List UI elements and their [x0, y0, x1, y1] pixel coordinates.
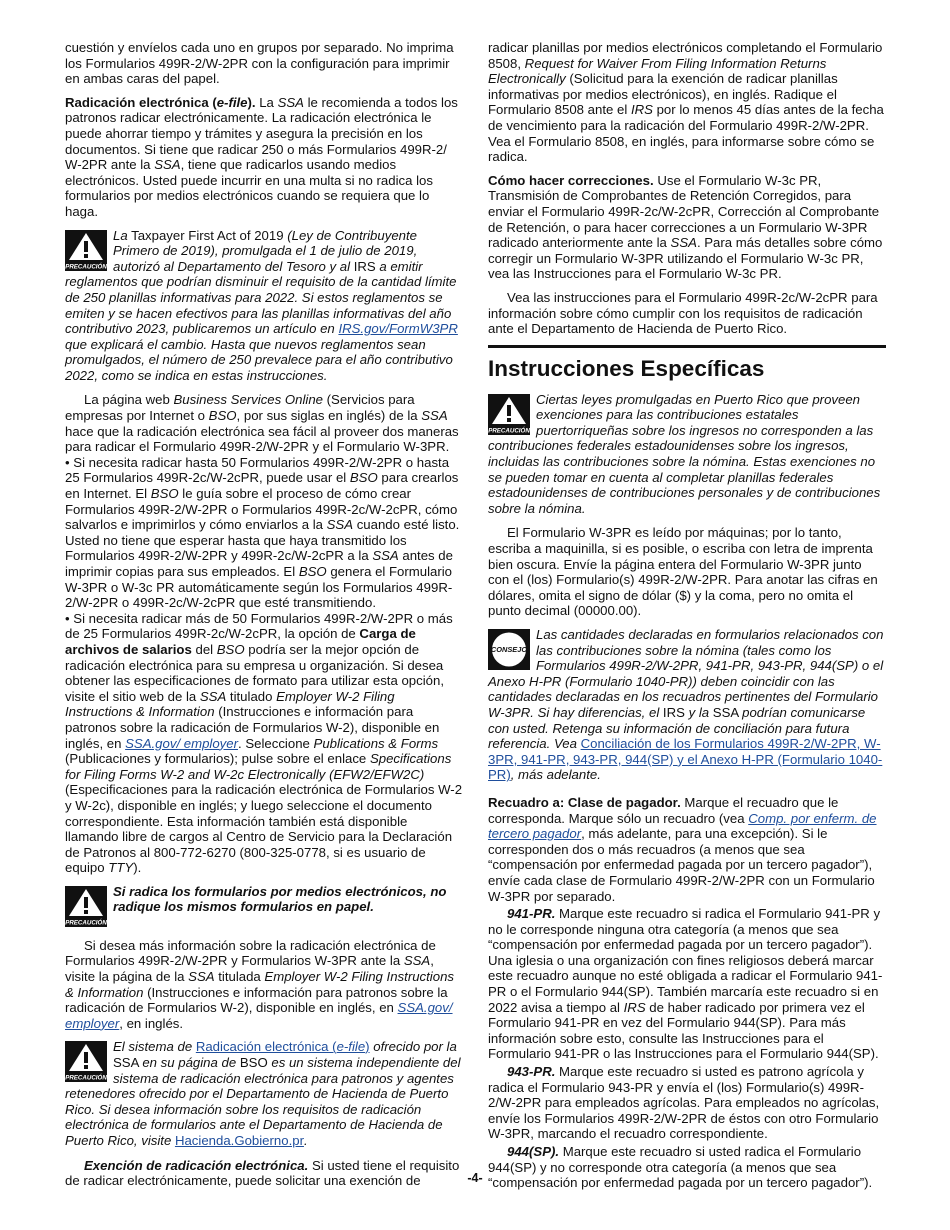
caution-icon — [65, 1041, 107, 1082]
paragraph-corrections: Cómo hacer correcciones. Use el Formulario W-3c PR, Transmisión de Comprobantes de Retención Corregidos, para enviar el Formulario 499R-2c/W-2cPR, Corrección al Comprobante de Retención, o para hacer correcciones a un Formulario W-3PR radicado anteriormente ante la SSA. Para más detalles sobre cómo corregir un Formulario W-3PR utilizando el Formulario W-3c PR, vea las Instrucciones para el Formulario W-3c PR. — [488, 172, 883, 282]
third-party-sick-pay-link[interactable]: Comp. por enferm. de tercero pagador — [488, 810, 877, 842]
left-column — [65, 40, 463, 1197]
efile-link[interactable]: Radicación electrónica (e-file) — [195, 1039, 370, 1055]
paragraph-intro: cuestión y envíelos cada uno en grupos por separado. No imprima los Formularios 499R-2/W-2PR con la configuración para imprimir en ambas caras del papel. — [65, 40, 454, 87]
hacienda-link[interactable]: Hacienda.Gobierno.pr — [174, 1133, 304, 1148]
bullet-more-than-50: • Si necesita radicar más de 50 Formularios 499R-2/W-2PR o más de 25 Formularios 499R-2c/W-2cPR, la opción de Carga de archivos de salarios del BSO podría ser la mejor opción de radicación electrónica para su empresa u organización. Si desea obtener las especificaciones de formato para utilizar esta opción, visite el sitio web de la SSA titulado Employer W-2 Filing Instructions & Information (Instrucciones e información para patronos sobre la radicación de Formularios W-2), disponible en inglés, en SSA.gov/ employer. Seleccione Publications & Forms (Publicaciones y formularios); pulse sobre el enlace Specifications for Filing Forms W-2 and W-2c Electronically (EFW2/EFW2C) (Especificaciones para la radicación electrónica de Formularios W-2 y W-2c), disponible en inglés; y luego seleccione el documento correspondiente. Esta información también está disponible llamando libre de cargos al Centro de Servicio para la Declaración de Patronos al 800-772-6270 (800-325-0778, si es usuario de equipo TTY). — [65, 610, 463, 876]
caution-icon — [65, 886, 107, 927]
paragraph-exemption: Exención de radicación electrónica. Si usted tiene el requisito de radicar electrónicamente, puede solicitar una exención de — [65, 1157, 460, 1189]
paragraph-efile: Radicación electrónica (e-file). La SSA le recomienda a todos los patronos radicar electrónicamente. La radicación electrónica le puede ahorrar tiempo y trámites y asegura la precisión en los documentos. Si tiene que radicar 250 o más Formularios 499R-2/ W-2PR ante la SSA, tiene que radicarlos usando medios electrónicos. Usted puede incurrir en una multa si no radica los formularios por medios electrónicos cuando se requiera que lo haga. — [65, 94, 458, 219]
caution-note-hacienda: PRECAUCIÓN El sistema de Radicación electrónica (e-file) ofrecido por la SSA en su página de BSO es un sistema independiente del sistema de radicación electrónica para patronos y agentes retenedores ofrecido por el Departamento de Hacienda de Puerto Rico. Si desea información sobre los requisitos de radicación electrónica de formularios ante el Departamento de Hacienda de Puerto Rico, visite Hacienda.Gobierno.pr. — [65, 1039, 461, 1148]
tip-icon — [488, 629, 530, 670]
ssa-employer-link-2[interactable]: SSA.gov/ employer — [65, 1000, 453, 1031]
section-title: Instrucciones Específicas — [488, 345, 886, 382]
paragraph-form-8508: radicar planillas por medios electrónicos completando el Formulario 8508, Request for Waiver From Filing Information Returns Electronically (Solicitud para la exención de radicar planillas informativas por medios electrónicos), en inglés. Radique el Formulario 8508 ante el IRS por lo menos 45 días antes de la fecha de vencimiento para la radicación del Formulario 499R-2/W-2PR. Vea el Formulario 8508, en inglés, para informarse sobre cómo se radica. — [488, 40, 884, 165]
paragraph-more-info: Si desea más información sobre la radicación electrónica de Formularios 499R-2/W-2PR y Formularios W-3PR ante la SSA, visite la página de la SSA titulada Employer W-2 Filing Instructions & Information (Instrucciones e información para patronos sobre la radicación de Formularios W-2), disponible en inglés, en SSA.gov/ employer, en inglés. — [65, 937, 454, 1031]
svg-text:PRECAUCIÓN: PRECAUCIÓN — [65, 263, 107, 271]
page-number: -4- — [467, 1171, 483, 1185]
paragraph-943pr: 943-PR. Marque este recuadro si usted es patrono agrícola y radica el Formulario 943-PR y envía el (los) Formulario(s) 499R-2/W-2PR para empleados agrícolas. Para empleados no agrícolas, envíe los Formularios 499R-2/W-2PR de éstos con otro Formulario W-3PR, marcando el recuadro correspondiente. — [488, 1064, 880, 1142]
paragraph-941pr: 941-PR. Marque este recuadro si radica el Formulario 941-PR y no le corresponde ninguna otra categoría (a menos que sea “compensación por enfermedad pagada por un tercero pagador”). Una iglesia o una organización con fines religiosos deberá marcar este recuadro aunque no esté obligada a radicar el Formulario 941-PR o el Formulario 944(SP). También marcaría este recuadro si en 2022 avisa a tiempo al IRS de haber radicado por primera vez el Formulario 941-PR en vez del Formulario 944(SP). Para más información sobre esto, consulte las Instrucciones para el Formulario 941-PR o las Instrucciones para el Formulario 944(SP). — [488, 906, 883, 1062]
reconciliation-link[interactable]: Conciliación de los Formularios 499R-2/W-2PR, W-3PR, 941-PR, 943-PR, 944(SP) y el Anexo H-PR (Formulario 1040-PR) — [488, 736, 883, 783]
caution-note-no-paper: PRECAUCIÓN Si radica los formularios por medios electrónicos, no radique los mismos formularios en papel. — [65, 883, 447, 927]
paragraph-bso: La página web Business Services Online (Servicios para empresas por Internet o BSO, por sus siglas en inglés) de la SSA hace que la radicación electrónica sea fácil al proveer dos maneras para radicar el Formulario 499R-2/W-2PR y el Formulario W-3PR. — [65, 392, 459, 455]
paragraph-machine-read: El Formulario W-3PR es leído por máquinas; por lo tanto, escriba a maquinilla, si es posible, o escriba con letra de imprenta bien oscura. Envíe la página entera del Formulario W-3PR junto con el (los) Formulario(s) 499R-2/W-2PR. Para anotar las cifras en dólares, omita el signo de dólar ($) y la coma, pero no omita el punto decimal (00000.00). — [488, 525, 878, 619]
paragraph-box-a: Recuadro a: Clase de pagador. Marque el recuadro que le corresponda. Marque sólo un recuadro (vea Comp. por enferm. de tercero pagador, más adelante, para una excepción). Si le corresponden dos o más recuadros (a menos que sea “compensación por enfermedad pagada por un tercero pagador”), envíe cada clase de Formulario 499R-2/W-2PR con un Formulario W-3PR por separado. — [488, 794, 877, 904]
caution-icon — [488, 394, 530, 435]
ssa-employer-link[interactable]: SSA.gov/ employer — [125, 735, 239, 751]
efile-heading: Radicación electrónica (e-file). — [65, 94, 256, 110]
paragraph-instructions-499r2c: Vea las instrucciones para el Formulario 499R-2c/W-2cPR para información sobre cómo cumplir con los requisitos de radicación ante el Departamento de Hacienda de Puerto Rico. — [488, 289, 878, 337]
svg-text:PRECAUCIÓN: PRECAUCIÓN — [488, 427, 530, 435]
tip-note-reconciliation: CONSEJO Las cantidades declaradas en formularios relacionados con las contribuciones sobre la nómina (tales como los Formularios 499R-2/W-2PR, 941-PR, 943-PR, 944(SP) o el Anexo H-PR (Formulario 1040-PR)) deben coincidir con las cantidades declaradas en los recuadros pertinentes del Formulario W-3PR. Si hay diferencias, el IRS y la SSA podrían comunicarse con usted. Retenga su información de conciliación para futura referencia. Vea Conciliación de los Formularios 499R-2/W-2PR, W-3PR, 941-PR, 943-PR, 944(SP) y el Anexo H-PR (Formulario 1040-PR), más adelante. — [488, 627, 884, 783]
caution-icon — [65, 230, 107, 271]
svg-text:PRECAUCIÓN: PRECAUCIÓN — [65, 919, 107, 927]
caution-note-exemptions: PRECAUCIÓN Ciertas leyes promulgadas en Puerto Rico que proveen exenciones para las contribuciones estatales puertorriqueñas sobre los ingresos no corresponden a las contribuciones federales estadounidenses sobre los ingresos, incluidas las contribuciones sobre la nómina. Estas exenciones no se pueden tomar en cuenta al completar planillas federales estadounidenses de contribuciones personales y de contribuciones sobre la nómina. — [488, 391, 881, 516]
irs-formw3pr-link[interactable]: IRS.gov/FormW3PR — [338, 321, 458, 337]
svg-text:PRECAUCIÓN: PRECAUCIÓN — [65, 1074, 107, 1082]
bullet-up-to-50: • Si necesita radicar hasta 50 Formularios 499R-2/W-2PR o hasta 25 Formularios 499R-2c/W-2cPR, puede usar el BSO para crearlos en Internet. El BSO le guía sobre el proceso de cómo crear Formularios 499R-2/W-2PR o Formularios 499R-2c/W-2cPR, cómo salvarlos e imprimirlos y cómo enviarlos a la SSA cuando esté listo. Usted no tiene que esperar hasta que haya transmitido los Formularios 499R-2/W-2PR y 499R-2c/W-2cPR a la SSA antes de imprimir copias para sus empleados. El BSO genera el Formulario W-3PR o W-3c PR automáticamente según los Formularios 499R-2/W-2PR o 499R-2c/W-2cPR que esté transmitiendo. — [65, 454, 460, 611]
svg-text:CONSEJO: CONSEJO — [490, 645, 528, 654]
caution-note-taxpayer-first-act: PRECAUCIÓN La Taxpayer First Act of 2019 (Ley de Contribuyente Primero de 2019), promulgada el 1 de julio de 2019, autorizó al Departamento del Tesoro y al IRS a emitir reglamentos que podrían disminuir el requisito de la cantidad límite de 250 planillas informativas para 2022. Si estos reglamentos se emiten y se hacen efectivos para las planillas informativas del año contributivo 2023, publicaremos un artículo en IRS.gov/FormW3PR que explicará el cambio. Hasta que nuevos reglamentos sean promulgados, el número de 250 prevalece para el año contributivo 2022, como se indica en estas instrucciones. — [65, 227, 458, 383]
paragraph-944sp: 944(SP). Marque este recuadro si usted radica el Formulario 944(SP) y no corresponde otra categoría (a menos que sea “compensación por enfermedad pagada por un tercero pagador”). — [488, 1144, 873, 1191]
right-column — [488, 40, 886, 1199]
